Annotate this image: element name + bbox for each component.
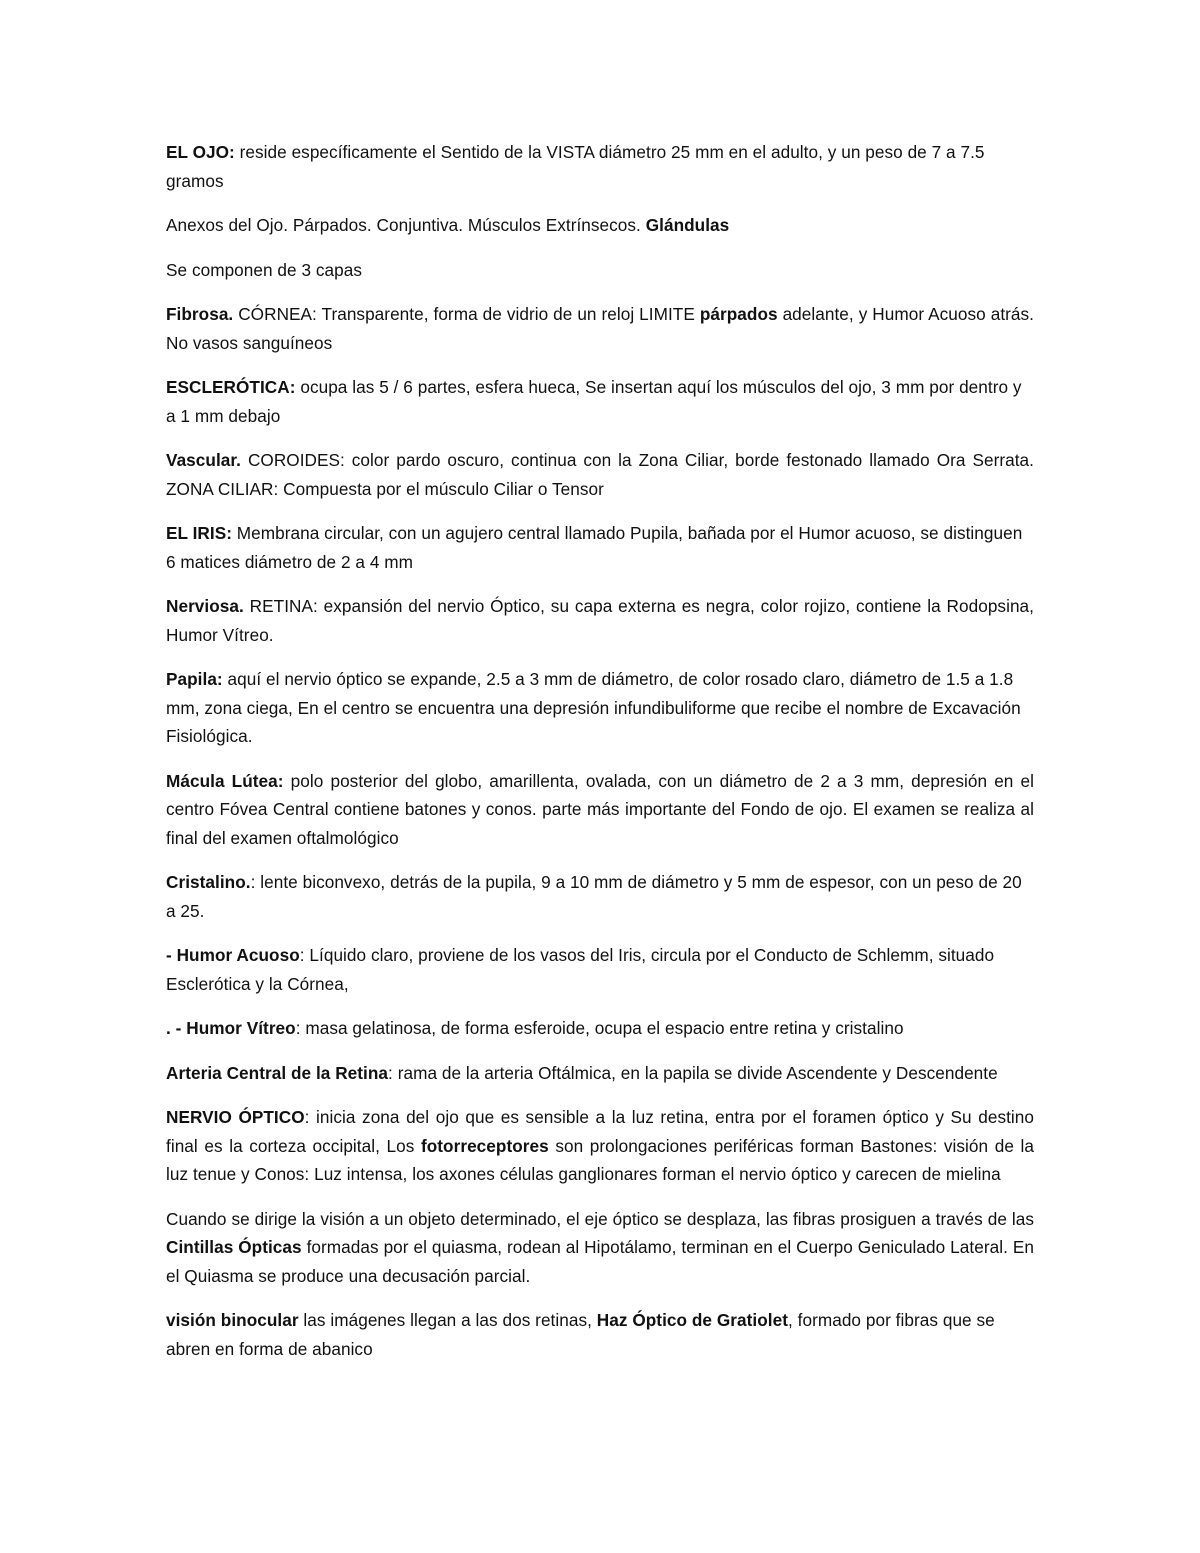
text-run: Se componen de 3 capas xyxy=(166,259,363,280)
bold-term: - Humor Acuoso xyxy=(166,945,300,965)
paragraph-anexos xyxy=(166,211,1034,240)
paragraph-capas xyxy=(166,256,1034,285)
bold-term: párpados xyxy=(699,304,778,324)
paragraph-iris xyxy=(166,519,1034,576)
bold-term: . - Humor Vítreo xyxy=(166,1018,296,1038)
text-run: : lente biconvexo, detrás de la pupila, 9 a 10 mm de diámetro y 5 mm de espesor, con un peso de 20 a 25. xyxy=(166,872,1022,921)
text-run: Membrana circular, con un agujero central llamado Pupila, bañada por el Humor acuoso, se distinguen 6 matices diámetro de 2 a 4 mm xyxy=(166,523,1023,572)
bold-term: Glándulas xyxy=(645,215,730,235)
bold-term: Mácula Lútea: xyxy=(166,770,284,791)
text-run: ocupa las 5 / 6 partes, esfera hueca, Se insertan aquí los músculos del ojo, 3 mm por dentro y a 1 mm debajo xyxy=(166,377,1022,426)
bold-term: EL IRIS: xyxy=(166,523,232,543)
paragraph-esclerotica xyxy=(166,373,1034,430)
bold-term: Cristalino. xyxy=(166,872,251,892)
text-run: : masa gelatinosa, de forma esferoide, ocupa el espacio entre retina y cristalino xyxy=(295,1018,904,1038)
text-run: aquí el nervio óptico se expande, 2.5 a 3 mm de diámetro, de color rosado claro, diámetro de 1.5 a 1.8 mm, zona ciega, En el centro se encuentra una depresión infundibuliforme que recibe el nombre de Excavación Fisiológica. xyxy=(166,669,1021,746)
bold-term: Haz Óptico de Gratiolet xyxy=(596,1310,788,1330)
bold-term: Cintillas Ópticas xyxy=(166,1237,302,1257)
text-run: COROIDES: color pardo oscuro, continua con la Zona Ciliar, borde festonado llamado Ora Serrata. ZONA CILIAR: Compuesta por el músculo Ciliar o Tensor xyxy=(166,450,1034,499)
bold-term: NERVIO ÓPTICO xyxy=(166,1107,305,1127)
paragraph-arteria xyxy=(166,1059,1034,1088)
text-run: , formado por fibras que se abren en forma de abanico xyxy=(166,1310,995,1359)
bold-term: visión binocular xyxy=(166,1310,299,1330)
text-run: reside específicamente el Sentido de la VISTA diámetro 25 mm en el adulto, y un peso de 7 a 7.5 gramos xyxy=(166,142,985,191)
paragraph-humor-vitreo xyxy=(166,1014,1034,1043)
paragraph-papila xyxy=(166,665,1034,751)
text-run: : rama de la arteria Oftálmica, en la papila se divide Ascendente y Descendente xyxy=(388,1062,998,1083)
paragraph-cristalino xyxy=(166,868,1034,925)
paragraph-el-ojo xyxy=(166,138,1034,195)
text-run: formadas por el quiasma, rodean al Hipotálamo, terminan en el Cuerpo Geniculado Lateral. En el Quiasma se produce una decusación parcial. xyxy=(166,1237,1034,1286)
text-run: adelante, y Humor Acuoso atrás. No vasos sanguíneos xyxy=(166,304,1034,353)
bold-term: Fibrosa. xyxy=(166,304,234,324)
text-run: CÓRNEA: Transparente, forma de vidrio de un reloj LIMITE xyxy=(233,304,700,324)
paragraph-vision-binocular xyxy=(166,1306,1034,1363)
paragraph-vascular xyxy=(166,446,1034,503)
bold-term: Arteria Central de la Retina xyxy=(166,1062,389,1083)
paragraph-cintillas xyxy=(166,1205,1034,1291)
paragraph-fibrosa xyxy=(166,300,1034,357)
paragraph-nervio-optico xyxy=(166,1103,1034,1189)
text-run: las imágenes llegan a las dos retinas, xyxy=(298,1310,597,1330)
bold-term: EL OJO: xyxy=(166,142,235,162)
text-run: Anexos del Ojo. Párpados. Conjuntiva. Músculos Extrínsecos. xyxy=(166,215,646,235)
text-run: polo posterior del globo, amarillenta, ovalada, con un diámetro de 2 a 3 mm, depresión en el centro Fóvea Central contiene batones y conos. parte más importante del Fondo de ojo. El examen se realiza al final del examen oftalmológico xyxy=(166,770,1034,848)
text-run: son prolongaciones periféricas forman Bastones: visión de la luz tenue y Conos: Luz intensa, los axones células ganglionares forman el nervio óptico y carecen de mielina xyxy=(166,1135,1034,1184)
paragraph-nerviosa xyxy=(166,592,1034,649)
text-run: Cuando se dirige la visión a un objeto determinado, el eje óptico se desplaza, las fibras prosiguen a través de las xyxy=(166,1208,1034,1229)
bold-term: Nerviosa. xyxy=(166,596,244,616)
bold-term: Vascular. xyxy=(166,450,241,470)
paragraph-macula xyxy=(166,767,1034,853)
text-run: : Líquido claro, proviene de los vasos del Iris, circula por el Conducto de Schlemm, situado Esclerótica y la Córnea, xyxy=(166,945,995,994)
bold-term: Papila: xyxy=(166,669,223,689)
bold-term: ESCLERÓTICA: xyxy=(166,377,296,397)
bold-term: fotorreceptores xyxy=(420,1135,549,1156)
text-run: RETINA: expansión del nervio Óptico, su capa externa es negra, color rojizo, contiene la Rodopsina, Humor Vítreo. xyxy=(166,596,1034,645)
paragraph-humor-acuoso xyxy=(166,941,1034,998)
text-run: : inicia zona del ojo que es sensible a la luz retina, entra por el foramen óptico y Su destino final es la corteza occipital, Los xyxy=(166,1107,1034,1156)
